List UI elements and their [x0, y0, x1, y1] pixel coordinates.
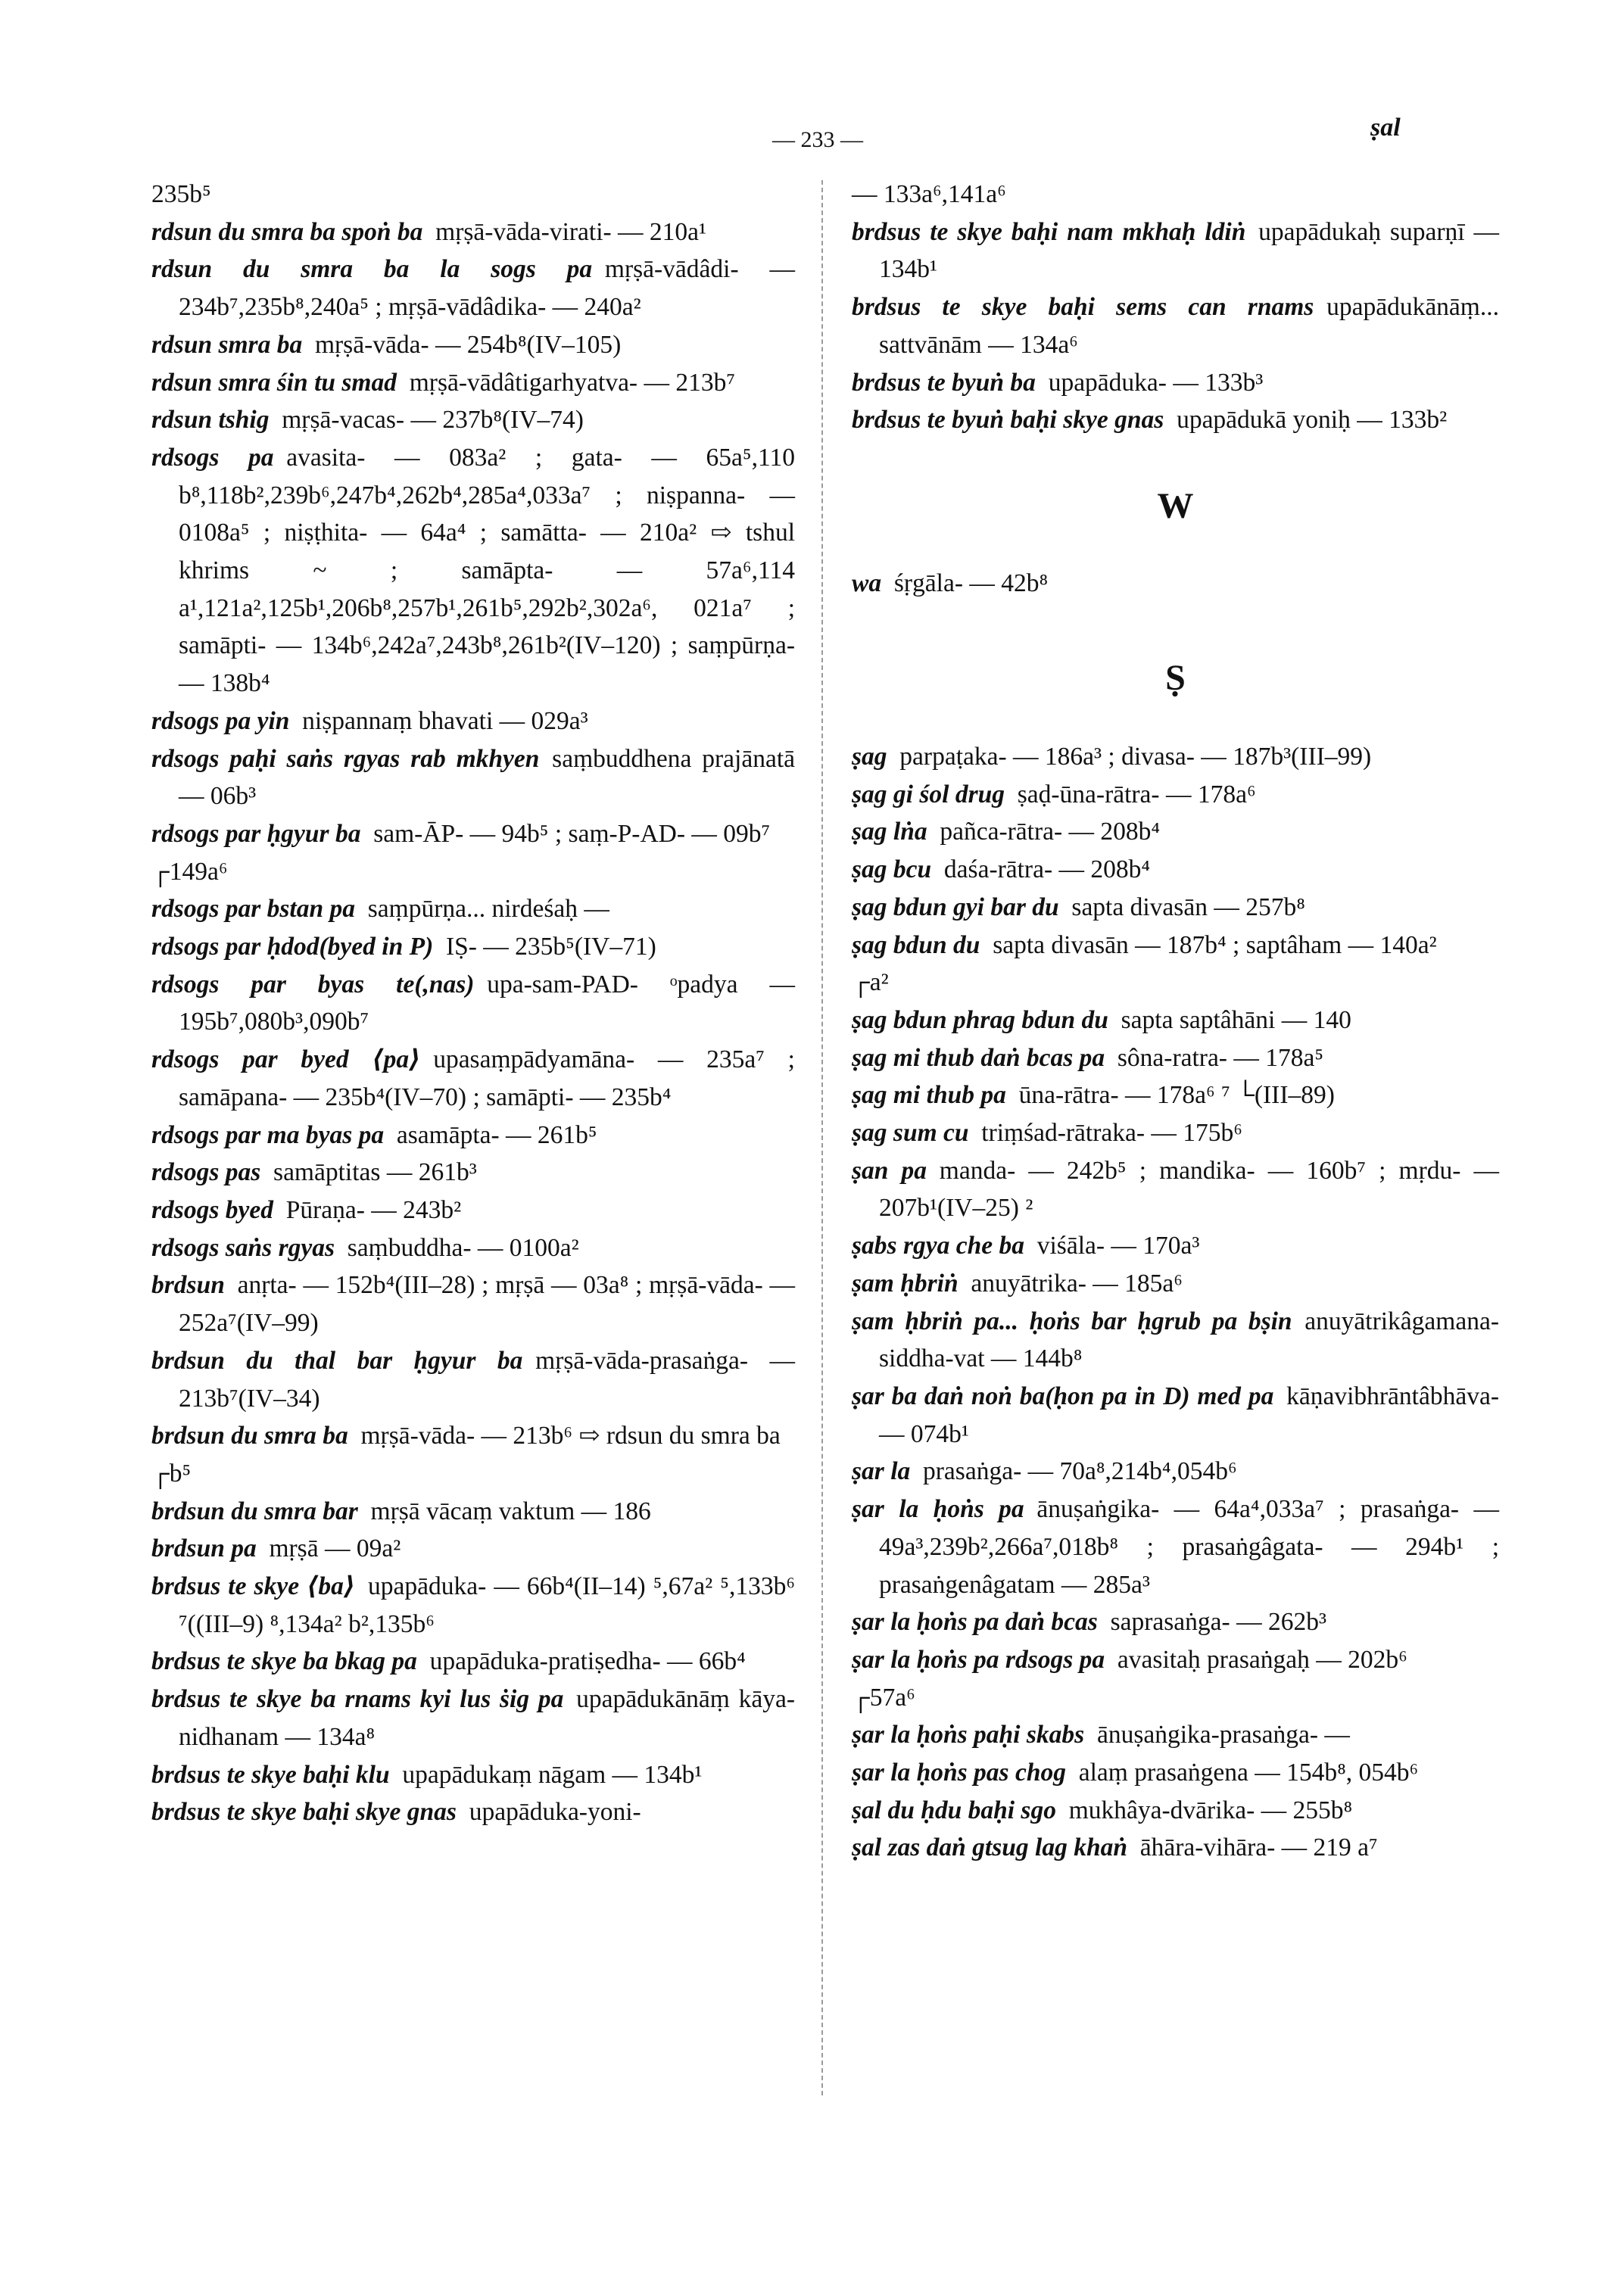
dictionary-entry — [852, 851, 1499, 889]
dictionary-entry — [151, 1455, 795, 1493]
dictionary-entry — [852, 1152, 1499, 1227]
dictionary-entry — [151, 1756, 795, 1794]
dictionary-entry — [151, 928, 795, 966]
entry-text: ānuṣaṅgika-prasaṅga- — — [1096, 1721, 1350, 1749]
entry-text: asamāpta- — 261b⁵ — [396, 1120, 597, 1149]
entry-text: pañca-rātra- — 208b⁴ — [940, 818, 1161, 846]
entry-text: mṛṣā-vacas- — 237b⁸(IV–74) — [282, 406, 584, 435]
dictionary-entry — [852, 1227, 1499, 1265]
entry-headword: ṣag bdun du — [852, 930, 980, 959]
entry-text: mṛṣā-vāda-virati- — 210a¹ — [435, 217, 707, 246]
dictionary-entry — [852, 1002, 1499, 1039]
entry-headword: ṣag bcu — [852, 855, 932, 884]
dictionary-entry — [151, 213, 795, 251]
dictionary-entry — [852, 1754, 1499, 1792]
dictionary-entry — [852, 889, 1499, 927]
dictionary-entry — [852, 1114, 1499, 1152]
entry-text: mṛṣā — 09a² — [269, 1534, 401, 1563]
section-w-entries — [852, 565, 1499, 603]
entry-text: saṃbuddha- — 0100a² — [347, 1233, 579, 1262]
entry-text: anṛta- — 152b⁴(III–28) ; mṛṣā — 03a⁸ ; mṛṣā-vāda- — 252a⁷(IV–99) — [179, 1271, 795, 1338]
entry-headword: ṣag mi thub daṅ bcas pa — [852, 1043, 1105, 1072]
section-s-entries — [852, 738, 1499, 1867]
entry-headword: rdsogs pa yin — [151, 706, 290, 735]
dictionary-entry — [151, 1266, 795, 1341]
dictionary-entry — [151, 1568, 795, 1643]
entry-headword: rdsogs par bstan pa — [151, 895, 355, 924]
entry-text: ┌57a⁶ — [852, 1683, 915, 1712]
dictionary-entry — [852, 213, 1499, 288]
entry-headword: ṣag sum cu — [852, 1119, 969, 1148]
dictionary-entry — [151, 1192, 795, 1229]
entry-text: ┌a² — [852, 968, 889, 997]
entry-text: saprasaṅga- — 262b³ — [1110, 1608, 1326, 1637]
entry-text: upapāduka-yoni- — [469, 1798, 641, 1827]
entry-headword: brdsun du smra bar — [151, 1497, 358, 1525]
entry-headword: rdsogs par byed ⟨pa⟩ — [151, 1045, 421, 1074]
dictionary-entry — [151, 890, 795, 928]
entry-text: saṃpūrṇa... nirdeśaḥ — — [367, 895, 609, 924]
dictionary-entry — [151, 1643, 795, 1681]
entry-headword: rdsun du smra ba la sogs pa — [151, 255, 593, 284]
entry-text: samāptitas — 261b³ — [273, 1158, 477, 1187]
running-head: ṣal — [1370, 114, 1401, 142]
entry-headword: ṣar la ḥoṅs pa daṅ bcas — [852, 1608, 1098, 1637]
dictionary-entry — [852, 1265, 1499, 1303]
entry-headword: ṣam ḥbriṅ pa... ḥoṅs bar ḥgrub pa bṣin — [852, 1307, 1292, 1335]
dictionary-entry — [852, 1039, 1499, 1077]
entry-text: IṢ- — 235b⁵(IV–71) — [445, 933, 656, 961]
entry-text: avasita- — 083a² ; gata- — 65a⁵,110 b⁸,118b²,239b⁶,247b⁴,262b⁴,285a⁴,033a⁷ ; niṣpanna- — 0108a⁵ ; niṣṭhita- — 64a⁴ ; samātta- — 210a² ⇨ tshul khrims ~ ; samāpta- — 57a⁶,114 a¹,121a²,125b¹,206b⁸,257b¹,261b⁵,292b²,302a⁶, 021a⁷ ; samāpti- — 134b⁶,242a⁷,243b⁸,261b²(IV–120) ; saṃpūrṇa- — 138b⁴ — [179, 443, 795, 698]
dictionary-entry — [852, 1641, 1499, 1679]
entry-headword: ṣam ḥbriṅ — [852, 1269, 959, 1298]
dictionary-entry — [852, 1679, 1499, 1717]
entry-text: sôna-ratra- — 178a⁵ — [1117, 1043, 1324, 1072]
entry-text: upapādukā yoniḥ — 133b² — [1177, 406, 1448, 435]
entry-headword: ṣal zas daṅ gtsug lag khaṅ — [852, 1833, 1127, 1862]
entry-text: kāṇavibhrāntâbhāva- — 074b¹ — [879, 1382, 1499, 1448]
entry-headword: brdsus te byuṅ ba — [852, 368, 1036, 397]
entry-headword: brdsus te skye baḥi sems can rnams — [852, 293, 1314, 322]
dictionary-entry — [151, 364, 795, 402]
dictionary-entry — [151, 740, 795, 815]
entry-text: mukhâya-dvārika- — 255b⁸ — [1068, 1796, 1353, 1824]
entry-headword: rdsogs paḥi saṅs rgyas rab mkhyen — [151, 744, 540, 773]
entry-text: ānuṣaṅgika- — 64a⁴,033a⁷ ; prasaṅga- — 49a³,239b²,266a⁷,018b⁸ ; prasaṅgâgata- — 294b¹ ; prasaṅgenâgatam — 285a³ — [879, 1495, 1499, 1599]
entry-text: upapādukaṃ nāgam — 134b¹ — [402, 1760, 703, 1789]
entry-headword: rdsun tshig — [151, 406, 270, 435]
dictionary-entry — [852, 176, 1499, 213]
dictionary-entry — [151, 1154, 795, 1192]
section-letter-w: W — [1157, 485, 1194, 526]
entry-text: mṛṣā-vādâtigarhyatva- — 213b⁷ — [409, 368, 736, 397]
entry-headword: wa — [852, 569, 882, 597]
entry-headword: ṣag — [852, 743, 887, 771]
entry-headword: ṣar la ḥoṅs paḥi skabs — [852, 1721, 1085, 1749]
dictionary-entry — [151, 401, 795, 439]
dictionary-entry — [151, 1041, 795, 1116]
entry-text: śṛgāla- — 42b⁸ — [893, 569, 1049, 597]
left-column — [151, 176, 795, 1831]
dictionary-entry — [852, 364, 1499, 402]
entry-text: mṛṣā-vāda- — 213b⁶ ⇨ rdsun du smra ba — [360, 1422, 781, 1450]
entry-headword: ṣan pa — [852, 1156, 927, 1185]
entry-text: daśa-rātra- — 208b⁴ — [943, 855, 1151, 884]
entry-text: anuyātrika- — 185a⁶ — [971, 1269, 1183, 1298]
dictionary-entry — [852, 1792, 1499, 1830]
entry-text: alaṃ prasaṅgena — 154b⁸, 054b⁶ — [1078, 1759, 1419, 1787]
dictionary-entry — [151, 1793, 795, 1831]
entry-text: ┌149a⁶ — [151, 857, 228, 886]
entry-headword: brdsus te skye ⟨ba⟩ — [151, 1572, 356, 1601]
entry-text: ┌b⁵ — [151, 1459, 192, 1488]
entry-headword: ṣag mi thub pa — [852, 1081, 1006, 1110]
dictionary-entry — [852, 1378, 1499, 1453]
dictionary-entry — [852, 401, 1499, 439]
dictionary-entry — [151, 1530, 795, 1568]
dictionary-entry — [151, 703, 795, 740]
entry-text: manda- — 242b⁵ ; mandika- — 160b⁷ ; mṛdu- — 207b¹(IV–25) ² — [879, 1156, 1499, 1223]
right-column-entries — [852, 176, 1499, 439]
dictionary-entry — [852, 1453, 1499, 1491]
dictionary-entry — [852, 288, 1499, 363]
dictionary-entry — [151, 1342, 795, 1417]
entry-headword: brdsus te skye baḥi nam mkhaḥ ldiṅ — [852, 217, 1246, 246]
dictionary-entry — [852, 813, 1499, 851]
column-divider — [821, 180, 823, 2095]
dictionary-entry — [151, 326, 795, 364]
entry-headword: rdsogs byed — [151, 1195, 273, 1224]
entry-text: sapta saptâhāni — 140 — [1121, 1005, 1351, 1034]
entry-text: niṣpannaṃ bhavati — 029a³ — [302, 706, 588, 735]
entry-headword: rdsun smra śin tu smad — [151, 368, 397, 397]
entry-text: upapāduka-pratiṣedha- — 66b⁴ — [429, 1647, 746, 1676]
entry-text: upapādukānāṃ... sattvānām — 134a⁶ — [879, 293, 1499, 359]
entry-headword: ṣar la ḥoṅs pa rdsogs pa — [852, 1645, 1105, 1674]
entry-text: triṃśad-rātraka- — 175b⁶ — [981, 1119, 1242, 1148]
entry-text: ūna-rātra- — 178a⁶ ⁷ └(III–89) — [1018, 1081, 1335, 1110]
entry-headword: rdsun du smra ba spoṅ ba — [151, 217, 423, 246]
entry-text: avasitaḥ prasaṅgaḥ — 202b⁶ — [1117, 1645, 1407, 1674]
dictionary-entry — [852, 964, 1499, 1002]
entry-text: mṛṣā-vāda-prasaṅga- — 213b⁷(IV–34) — [179, 1346, 795, 1413]
right-column — [852, 176, 1499, 1867]
dictionary-entry — [151, 853, 795, 891]
dictionary-entry — [852, 1603, 1499, 1641]
entry-headword: ṣag lṅa — [852, 818, 927, 846]
dictionary-entry — [852, 776, 1499, 814]
dictionary-entry — [852, 738, 1499, 776]
entry-headword: rdsogs par ḥdod(byed in P) — [151, 933, 434, 961]
entry-text: parpaṭaka- — 186a³ ; divasa- — 187b³(III–99) — [899, 743, 1372, 771]
entry-text: viśāla- — 170a³ — [1036, 1232, 1200, 1260]
dictionary-entry — [852, 1303, 1499, 1378]
entry-headword: ṣar la ḥoṅs pa — [852, 1495, 1024, 1524]
dictionary-entry — [151, 251, 795, 326]
dictionary-entry — [151, 439, 795, 703]
dictionary-entry — [852, 1076, 1499, 1114]
entry-headword: rdsogs par ḥgyur ba — [151, 819, 361, 848]
entry-headword: brdsus te skye ba bkag pa — [151, 1647, 417, 1676]
entry-text: upapādukānāṃ kāya-nidhanam — 134a⁸ — [179, 1685, 795, 1751]
dictionary-entry — [151, 966, 795, 1041]
entry-text: mṛṣā vācaṃ vaktum — 186 — [370, 1497, 651, 1525]
entry-text: upapāduka- — 133b³ — [1048, 368, 1264, 397]
entry-text: Pūraṇa- — 243b² — [285, 1195, 462, 1224]
entry-headword: rdsogs par ma byas pa — [151, 1120, 385, 1149]
entry-text: sapta divasān — 257b⁸ — [1071, 893, 1305, 921]
entry-text: 235b⁵ — [151, 180, 211, 208]
entry-headword: ṣal du ḥdu baḥi sgo — [852, 1796, 1056, 1824]
dictionary-entry — [151, 1229, 795, 1267]
page-number: — 233 — — [772, 127, 863, 152]
dictionary-entry — [852, 1491, 1499, 1603]
entry-text: upasaṃpādyamāna- — 235a⁷ ; samāpana- — 235b⁴(IV–70) ; samāpti- — 235b⁴ — [179, 1045, 795, 1111]
entry-text: upa-sam-PAD- ᵒpadya — 195b⁷,080b³,090b⁷ — [179, 970, 795, 1036]
entry-headword: brdsus te skye ba rnams kyi lus ṡig pa — [151, 1685, 564, 1714]
entry-headword: rdsogs pa — [151, 443, 274, 472]
entry-text: upapādukaḥ suparṇī — 134b¹ — [879, 217, 1499, 284]
entry-headword: ṣag bdun phrag bdun du — [852, 1005, 1108, 1034]
entry-headword: ṣar la ḥoṅs pas chog — [852, 1759, 1066, 1787]
entry-headword: brdsus te skye baḥi skye gnas — [151, 1798, 457, 1827]
entry-text: sam-ĀP- — 94b⁵ ; saṃ-P-AD- — 09b⁷ — [373, 819, 771, 848]
dictionary-entry — [151, 1117, 795, 1154]
entry-headword: rdsogs par byas te(,nas) — [151, 970, 475, 999]
entry-text: ṣaḍ-ūna-rātra- — 178a⁶ — [1017, 780, 1256, 808]
section-letter-s: Ṣ — [1165, 658, 1186, 699]
entry-headword: rdsogs saṅs rgyas — [151, 1233, 335, 1262]
entry-headword: rdsogs pas — [151, 1158, 261, 1187]
entry-headword: brdsus te skye baḥi klu — [151, 1760, 390, 1789]
dictionary-entry — [852, 927, 1499, 964]
entry-headword: ṣag gi śol drug — [852, 780, 1005, 808]
entry-text: mṛṣā-vādâdi- — 234b⁷,235b⁸,240a⁵ ; mṛṣā-vādâdika- — 240a² — [179, 255, 795, 322]
entry-text: mṛṣā-vāda- — 254b⁸(IV–105) — [314, 330, 622, 359]
dictionary-entry — [151, 1681, 795, 1756]
entry-headword: ṣag bdun gyi bar du — [852, 893, 1059, 921]
entry-text: — 133a⁶,141a⁶ — [852, 180, 1006, 208]
dictionary-entry — [151, 815, 795, 853]
entry-text: anuyātrikâgamana-siddha-vat — 144b⁸ — [879, 1307, 1499, 1373]
entry-headword: ṣabs rgya che ba — [852, 1232, 1024, 1260]
entry-headword: brdsun du smra ba — [151, 1422, 348, 1450]
entry-headword: brdsus te byuṅ baḥi skye gnas — [852, 406, 1164, 435]
entry-text: upapāduka- — 66b⁴(II–14) ⁵,67a² ⁵,133b⁶ ⁷((III–9) ⁸,134a² b²,135b⁶ — [179, 1572, 795, 1638]
dictionary-entry — [852, 565, 1499, 603]
dictionary-entry — [151, 176, 795, 213]
entry-headword: rdsun smra ba — [151, 330, 303, 359]
entry-headword: ṣar ba daṅ noṅ ba(ḥon pa in D) med pa — [852, 1382, 1274, 1410]
dictionary-entry — [151, 1417, 795, 1455]
entry-headword: brdsun — [151, 1271, 225, 1300]
entry-headword: brdsun du thal bar ḥgyur ba — [151, 1346, 523, 1375]
entry-headword: ṣar la — [852, 1457, 911, 1486]
entry-text: sapta divasān — 187b⁴ ; saptâham — 140a² — [993, 930, 1437, 959]
entry-text: āhāra-vihāra- — 219 a⁷ — [1139, 1833, 1378, 1862]
entry-headword: brdsun pa — [151, 1534, 257, 1563]
dictionary-entry — [151, 1493, 795, 1531]
dictionary-entry — [852, 1716, 1499, 1754]
dictionary-entry — [852, 1829, 1499, 1867]
entry-text: prasaṅga- — 70a⁸,214b⁴,054b⁶ — [923, 1457, 1237, 1486]
entry-text: saṃbuddhena prajānatā — 06b³ — [179, 744, 795, 811]
